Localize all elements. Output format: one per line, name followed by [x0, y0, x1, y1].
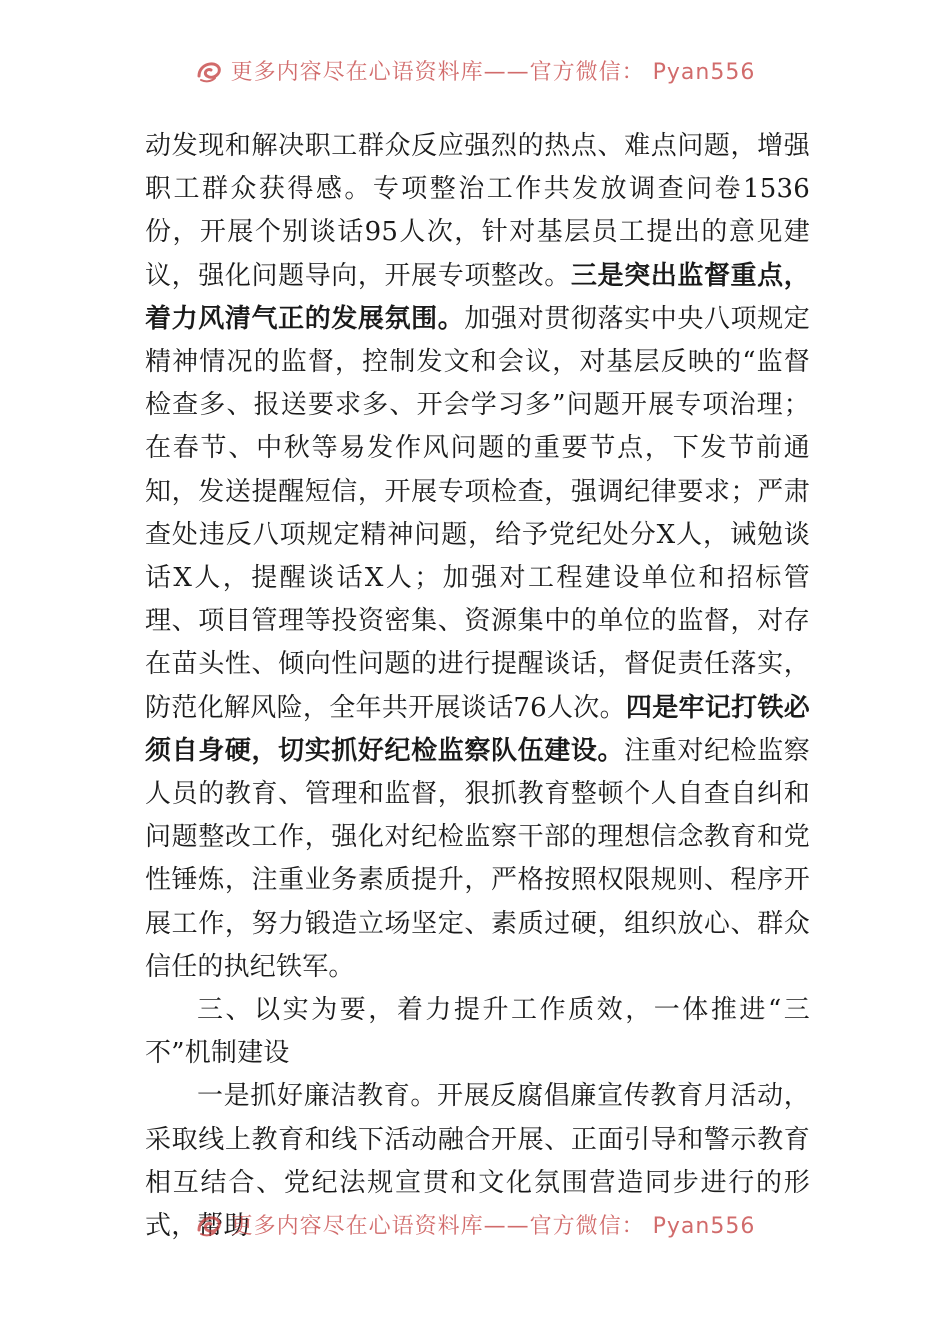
section-heading-three: 三、以实为要，着力提升工作质效，一体推进“三不”机制建设	[145, 995, 810, 1069]
paragraph-text: 加强对贯彻落实中央八项规定精神情况的监督，控制发文和会议，对基层反映的“监督检查多、报送要求多、开会学习多”问题开展专项治理；在春节、中秋等易发作风问题的重要节点，下发节前通知，发送提醒短信，开展专项检查，强调纪律要求；严肃查处违反八项规定精神问题，给予党纪处分X人，诫勉谈话X人，提醒谈话X人；加强对工程建设单位和招标管理、项目管理等投资密集、资源集中的单位的监督，对存在苗头性、倾向性问题的进行提醒谈话，督促责任落实，防范化解风险，全年共开展谈话76人次。	[145, 303, 810, 723]
document-body	[145, 125, 810, 1248]
bold-heading-third-point: 三是突出监督重点，着力风清气正的发展氛围。	[145, 260, 810, 334]
watermark-text: 更多内容尽在心语资料库——官方微信： Pyan556	[230, 1213, 756, 1239]
paragraph-text: 注重对纪检监察人员的教育、管理和监督，狠抓教育整顿个人自查自纠和问题整改工作，强化对纪检监察干部的理想信念教育和党性锤炼，注重业务素质提升，严格按照权限规则、程序开展工作，努力锻造立场坚定、素质过硬，组织放心、群众信任的执纪铁军。	[145, 735, 810, 982]
paragraph-integrity-education: 一是抓好廉洁教育。开展反腐倡廉宣传教育月活动，采取线上教育和线下活动融合开展、正面引导和警示教育相互结合、党纪法规宣贯和文化氛围营造同步进行的形式，帮助	[145, 1081, 810, 1242]
swirl-logo-icon	[195, 56, 223, 84]
watermark-footer	[0, 1206, 950, 1242]
watermark-header	[0, 52, 950, 88]
swirl-logo-icon	[195, 1210, 223, 1238]
watermark-text: 更多内容尽在心语资料库——官方微信： Pyan556	[230, 59, 756, 85]
paragraph-continuation	[145, 125, 810, 989]
bold-heading-fourth-point: 四是牢记打铁必须自身硬，切实抓好纪检监察队伍建设。	[145, 692, 810, 766]
paragraph-text: 动发现和解决职工群众反应强烈的热点、难点问题，增强职工群众获得感。专项整治工作共发放调查问卷1536份，开展个别谈话95人次，针对基层员工提出的意见建议，强化问题导向，开展专项整改。	[145, 131, 810, 291]
